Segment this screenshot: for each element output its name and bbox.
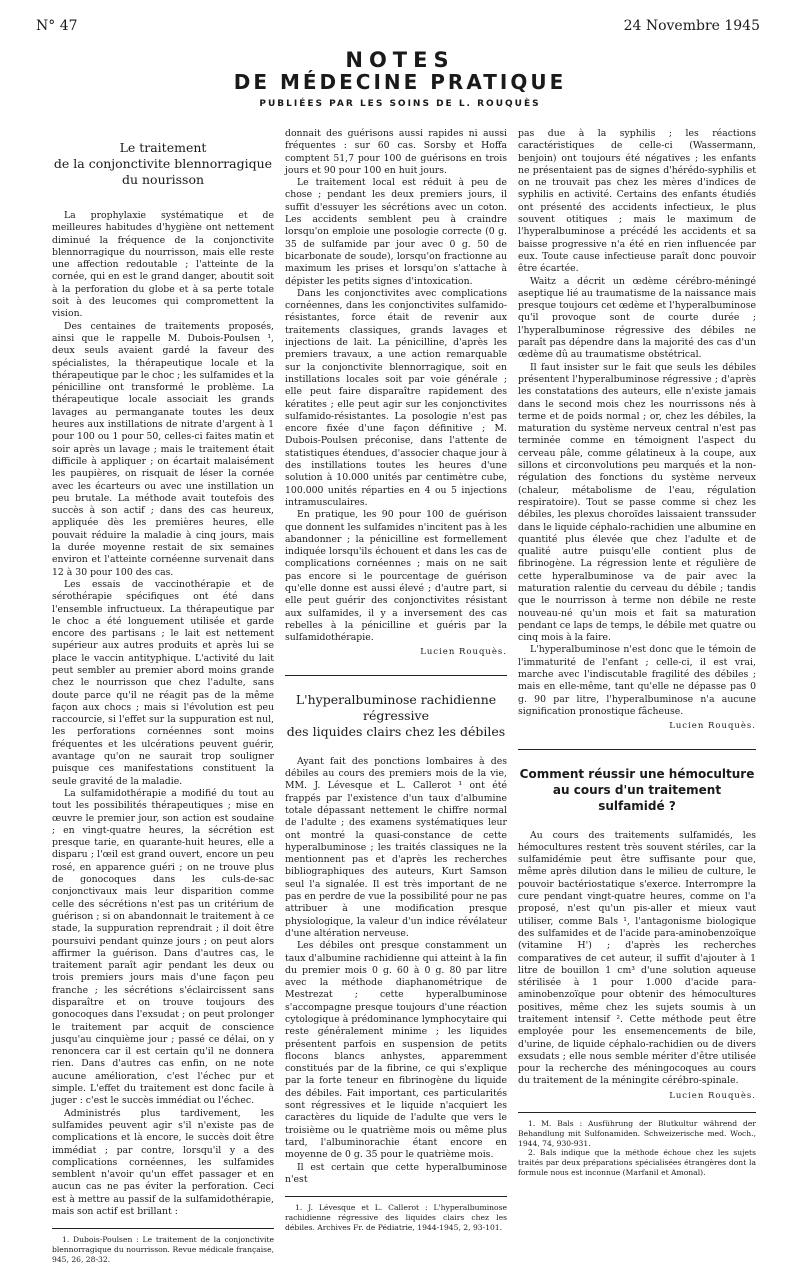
article2-cont-paragraph: pas due à la syphilis ; les réactions caractéristiques de celle-ci (Wassermann, benjoin) ont toujours été négatives ; les enfants ne présentaient pas de signes d'hérédo-syphilis et on ne trouvait pas chez les mères d'indices de syphilis en activité. Certains des enfants étudiés ont présenté des accidents infectieux, le plus souvent otitiques ; mais le maximum de l'hyperalbuminose a précédé les accidents et sa baisse progressive n'a été en rien influencée par eux. Toute cause infectieuse paraît donc pouvoir être écartée. (518, 128, 756, 275)
footnote-text: 1. Dubois-Poulsen : Le traitement de la conjonctivite blennorragique du nourrisson. Revue médicale française, 945, 26, 28-32. (52, 1235, 274, 1264)
article1-paragraph: La prophylaxie systématique et de meilleures habitudes d'hygiène ont nettement diminué la fréquence de la conjonctivite blennorragique du nourrisson, mais elle reste une affection redoutable ; l'atteinte de la cornée, qui en est le grand danger, aboutit soit à la perforation du globe et à sa perte totale soit à des leucomes qui compromettent la vision. (52, 210, 274, 320)
footnote-text: 1. M. Bals : Ausführung der Blutkultur während der Behandlung mit Sulfonamiden. Schweizerische med. Woch., 1944, 74, 930-931. (518, 1119, 756, 1148)
article1-cont-paragraph: Le traitement local est réduit à peu de chose ; pendant les deux premiers jours, il suffit d'essuyer les sécrétions avec un coton. Les accidents semblent peu à craindre lorsqu'on emploie une posologie correcte (0 g. 35 de sulfamide par jour avec 0 g. 50 de bicarbonate de soude), lorsqu'on fractionne au maximum les prises et lorsqu'on s'attache à dépister les petits signes d'intoxication. (285, 177, 507, 287)
article2-cont-paragraph: Il faut insister sur le fait que seuls les débiles présentent l'hyperalbuminose régressive ; d'après les constatations des auteurs, elle n'existe jamais dans le second mois chez les nourrissons nés à terme et de poids normal ; or, chez les débiles, la maturation du système nerveux central n'est pas terminée comme en témoignent l'aspect du cerveau pâle, comme gélatineux à la coupe, aux sillons et circonvolutions peu marqués et la non-régulation des fonctions du système nerveux (chaleur, métabolisme de l'eau, régulation respiratoire). Tout se passe comme si chez les débiles, les plexus choroïdes laissaient transsuder dans le liquide céphalo-rachidien une albumine en quantité plus élevée que chez l'adulte et de qualité autre puisqu'elle contient plus de fibrinogène. La régression lente et régulière de cette hyperalbuminose va de pair avec la maturation ralentie du cerveau du débile ; tandis que le nourrisson à terme non débile ne reste nouveau-né qu'un mois et fait sa maturation pendant ce laps de temps, le débile met quatre ou cinq mois à la faire. (518, 361, 756, 644)
masthead-title: NOTES (345, 48, 455, 72)
column-2 (285, 128, 507, 1232)
article2-title-line: des liquides clairs chez les débiles (286, 723, 506, 739)
article1-title (52, 140, 274, 188)
footnote-text: 1. J. Lévesque et L. Callerot : L'hyperalbuminose rachidienne régressive des liquides clairs chez les débiles. Archives Fr. de Pédiatrie, 1944-1945, 2, 93-101. (285, 1203, 507, 1232)
column-3 (518, 128, 756, 1178)
article3-paragraph: Au cours des traitements sulfamidés, les hémocultures restent très souvent stériles, car la sulfamidémie peut être suffisante pour que, même après dilution dans le milieu de culture, le pouvoir bactériostatique s'exerce. Interrompre la cure pendant vingt-quatre heures, comme on l'a proposé, n'est qu'un pis-aller et mieux vaut utiliser, comme Bals ¹, l'antagonisme biologique des sulfamides et de l'acide para-aminobenzoïque (vitamine H') ; d'après les recherches comparatives de cet auteur, il suffit d'ajouter à 1 litre de bouillon 1 cm³ d'une solution aqueuse stérilisée à 1 pour 1.000 d'acide para-aminobenzoïque pour obtenir des hémocultures positives, même chez les sujets soumis à un traitement intensif ². Cette méthode peut être employée pour les ensemencements de bile, d'urine, de liquide céphalo-rachidien ou de divers exsudats ; elle nous semble mériter d'être utilisée pour la recherche des méningocoques au cours du traitement de la méningite cérébro-spinale. (518, 829, 756, 1087)
section-divider (518, 749, 756, 750)
section-divider (285, 675, 507, 676)
article1-cont-paragraph: donnait des guérisons aussi rapides ni aussi fréquentes : sur 60 cas. Sorsby et Hoffa comptent 51,7 pour 100 de guérisons en trois jours et 90 pour 100 en huit jours. (285, 128, 507, 176)
article1-paragraph: Des centaines de traitements proposés, ainsi que le rappelle M. Dubois-Poulsen ¹, deux seuls avaient gardé la faveur des spécialistes, la thérapeutique locale et la thérapeutique par le choc ; les sulfamides et la pénicilline ont transformé le problème. La thérapeutique locale associait les grands lavages au permanganate toutes les deux heures aux instillations de nitrate d'argent à 1 pour 100 ou 1 pour 50, celles-ci faites matin et soir après un lavage ; mais le traitement était difficile à appliquer ; on écartait malaisément les paupières, on risquait de léser la cornée avec les écarteurs ou avec une instillation un peu brutale. La méthode avait toutefois des succès à son actif ; dans des cas heureux, appliquée dès les premières heures, elle pouvait réduire la maladie à cinq jours, mais la durée moyenne restait de six semaines environ et l'atteinte cornéenne survenait dans 12 à 30 pour 100 des cas. (52, 320, 274, 578)
article1-cont-paragraph: Dans les conjonctivites avec complications cornéennes, dans les conjonctivites sulfamido-résistantes, force était de revenir aux traitements classiques, grands lavages et injections de lait. La pénicilline, d'après les premiers travaux, a une action remarquable sur la conjonctivite blennorragique, soit en instillations locales soit par voie générale ; elle peut faire disparaître rapidement des kératites ; elle peut agir sur les conjonctivites sulfamido-résistantes. La posologie n'est pas encore fixée d'une façon définitive ; M. Dubois-Poulsen préconise, dans l'attente de statistiques étendues, d'associer chaque jour à des instillations toutes les heures d'une solution à 10.000 unités par centimètre cube, 100.000 unités réparties en 4 ou 5 injections intramusculaires. (285, 287, 507, 508)
article2-cont-paragraph: L'hyperalbuminose n'est donc que le témoin de l'immaturité de l'enfant ; celle-ci, il est vrai, marche avec l'indiscutable fragilité des débiles ; mais en elle-même, tant qu'elle ne dépasse pas 0 g. 90 par litre, l'hyperalbuminose n'a aucune signification pronostique fâcheuse. (518, 644, 756, 717)
article3-title (518, 766, 756, 814)
article2-title (285, 692, 507, 740)
article2-paragraph: Il est certain que cette hyperalbuminose n'est (285, 1161, 507, 1185)
article3-title-line: Comment réussir une hémoculture (519, 766, 755, 781)
article3-signature: Lucien Rouquès. (669, 1090, 756, 1101)
article2-cont-paragraph: Waitz a décrit un œdème cérébro-méningé aseptique lié au traumatisme de la naissance mais presque toujours cet œdème et l'hyperalbuminose qu'il provoque sont de courte durée ; l'hyperalbuminose régressive des débiles ne paraît pas dépendre dans la majorité des cas d'un œdème dû au traumatisme obstétrical. (518, 275, 756, 361)
footnote-text: 2. Bals indique que la méthode échoue chez les sujets traités par deux préparations spécialisées étrangères dont la formule nous est inconnue (Marfanil et Amonal). (518, 1148, 756, 1178)
article1-paragraph: Administrés plus tardivement, les sulfamides peuvent agir s'il n'existe pas de complications et là encore, le succès doit être immédiat ; par contre, lorsqu'il y a des complications cornéennes, les sulfamides semblent n'avoir qu'un effet passager et en aucun cas ne pas éviter la perforation. Ceci est à mettre au passif de la sulfamidothérapie, mais son actif est brillant : (52, 1107, 274, 1218)
article3-footnotes (518, 1112, 756, 1178)
article1-cont-paragraph: En pratique, les 90 pour 100 de guérison que donnent les sulfamides n'incitent pas à les abandonner ; la pénicilline est formellement indiquée lorsqu'ils échouent et dans les cas de complications cornéennes ; mais on ne sait pas encore si le pourcentage de guérison qu'elle donne est aussi élevé ; d'autre part, si elle peut guérir des conjonctivites résistant aux sulfamides, il y a inversement des cas rebelles à la pénicilline et guéris par la sulfamidothérapie. (285, 509, 507, 644)
article3-title-line: au cours d'un traitement sulfamidé ? (552, 782, 722, 813)
masthead-subtitle: DE MÉDECINE PRATIQUE (233, 70, 567, 94)
column-1 (52, 128, 274, 1264)
article1-paragraph: La sulfamidothérapie a modifié du tout au tout les possibilités thérapeutiques ; mise en œuvre le premier jour, son action est soudaine ; en vingt-quatre heures, la sécrétion est presque tarie, en quarante-huit heures, elle a disparu ; l'œil est grand ouvert, encore un peu rosé, en apparence guéri ; on ne trouve plus de gonocoques dans les culs-de-sac conjonctivaux mais leur disparition comme celle des sécrétions n'est pas un critérium de guérison ; si on abandonnait le traitement à ce stade, la suppuration reprendrait ; il doit être poursuivi pendant quinze jours ; on peut alors affirmer la guérison. Dans d'autres cas, le traitement paraît agir pendant les deux ou trois premiers jours mais d'une façon peu franche ; les sécrétions s'éclaircissent sans disparaître et on trouve toujours des gonocoques dans l'exsudat ; on peut prolonger le traitement par acquit de conscience jusqu'au cinquième jour ; passé ce délai, on y renoncera car il est certain qu'il ne donnera rien. Dans d'autres cas enfin, on ne note aucune amélioration, c'est l'échec pur et simple. L'effet du traitement est donc facile à juger : c'est le succès immédiat ou l'échec. (52, 787, 274, 1107)
article1-title-line: du nourisson (121, 172, 205, 187)
article1-paragraph: Les essais de vaccinothérapie et de sérothérapie spécifiques ont été dans l'ensemble infructueux. La thérapeutique par le choc a été longuement utilisée et garde encore des partisans ; le lait est nettement supérieur aux autres produits et après lui se place le vaccin antityphique. L'activité du lait peut sembler au premier abord moins grande chez le nourrisson que chez l'adulte, sans doute parce qu'il ne réagit pas de la même façon aux chocs ; mais si l'évolution est peu raccourcie, si l'effet sur la suppuration est nul, les perforations cornéennes sont moins fréquentes et les ulcérations peuvent guérir, avantage qu'on ne saurait trop souligner puisque ces manifestations constituent la seule gravité de la maladie. (52, 578, 274, 787)
issue-date: 24 Novembre 1945 (623, 18, 760, 34)
article1-footnote (52, 1228, 274, 1264)
issue-number: N° 47 (36, 18, 78, 34)
article2-paragraph: Ayant fait des ponctions lombaires à des débiles au cours des premiers mois de la vie, MM. J. Lévesque et L. Callerot ¹ ont été frappés par l'existence d'un taux d'albumine totale dépassant nettement le chiffre normal de l'adulte ; des examens systématiques leur ont montré la quasi-constance de cette hyperalbuminose ; les traités classiques ne la mentionnent pas et d'après les recherches bibliographiques des auteurs, Kurt Samson seul l'a signalée. Il est très important de ne pas en perdre de vue la possibilité pour ne pas attribuer à une modification presque physiologique, la valeur d'un indice révélateur d'une altération nerveuse. (285, 755, 507, 939)
article1-title-line: Le traitement (119, 140, 207, 155)
article2-title-line: L'hyperalbuminose rachidienne (295, 691, 497, 707)
article1-signature: Lucien Rouquès. (420, 647, 507, 658)
masthead-editor: PUBLIÉES PAR LES SOINS DE L. ROUQUÈS (259, 99, 541, 109)
article2-signature: Lucien Rouquès. (669, 721, 756, 732)
article2-paragraph: Les débiles ont presque constamment un taux d'albumine rachidienne qui atteint à la fin du premier mois 0 g. 60 à 0 g. 80 par litre avec la méthode diaphanométrique de Mestrezat ; cette hyperalbuminose s'accompagne presque toujours d'une réaction cytologique à prédominance lymphocytaire qui reste généralement minime ; les liquides présentent parfois en suspension de petits flocons blancs anhystes, apparemment constitués par de la fibrine, ce qui s'explique par la forte teneur en fibrinogène du liquide des débiles. Fait important, ces particularités sont régressives et le liquide n'acquiert les caractères du liquide de l'adulte que vers le troisième ou le quatrième mois ou même plus tard, l'albuminorachie étant encore en moyenne de 0 g. 35 pour le quatrième mois. (285, 940, 507, 1161)
article1-title-line: de la conjonctivite blennorragique (53, 156, 273, 171)
article2-title-line: régressive (362, 707, 430, 723)
article2-footnote (285, 1196, 507, 1232)
